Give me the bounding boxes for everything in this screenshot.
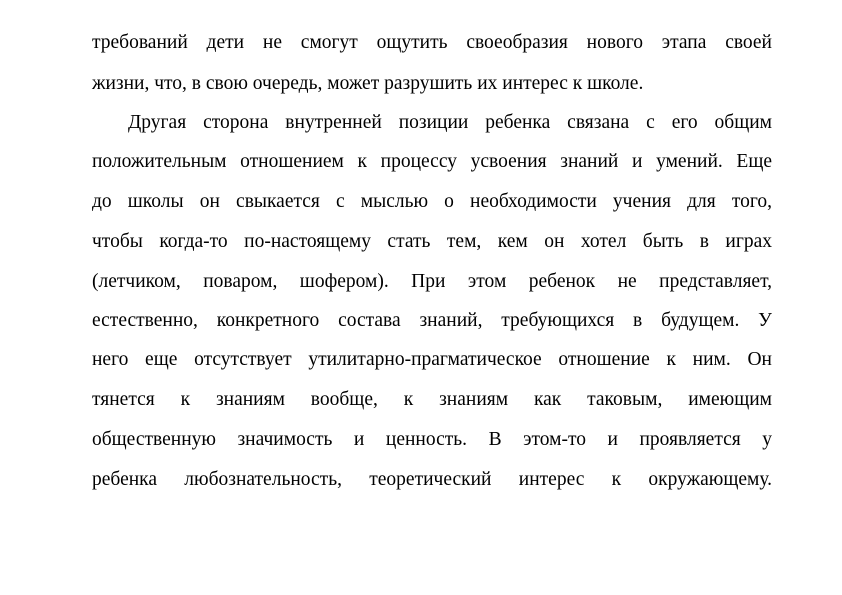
- text-line: естественно, конкретного состава знаний, требующихся в будущем. У: [92, 310, 772, 331]
- text-line: него еще отсутствует утилитарно-прагматическое отношение к ним. Он: [92, 349, 772, 370]
- text-line: тянется к знаниям вообще, к знаниям как таковым, имеющим: [92, 389, 772, 410]
- paragraph-first-line: Другая сторона внутренней позиции ребенка связана с его общим: [128, 112, 772, 133]
- text-line: жизни, что, в свою очередь, может разрушить их интерес к школе.: [92, 73, 644, 94]
- text-line: (летчиком, поваром, шофером). При этом ребенок не представляет,: [92, 271, 772, 292]
- text-line: ребенка любознательность, теоретический интерес к окружающему.: [92, 469, 772, 490]
- text-line: требований дети не смогут ощутить своеобразия нового этапа своей: [92, 32, 772, 53]
- text-line: чтобы когда-то по-настоящему стать тем, кем он хотел быть в играх: [92, 231, 772, 252]
- text-line: до школы он свыкается с мыслью о необходимости учения для того,: [92, 191, 772, 212]
- text-line: положительным отношением к процессу усвоения знаний и умений. Еще: [92, 151, 772, 172]
- text-line: общественную значимость и ценность. В этом-то и проявляется у: [92, 429, 772, 450]
